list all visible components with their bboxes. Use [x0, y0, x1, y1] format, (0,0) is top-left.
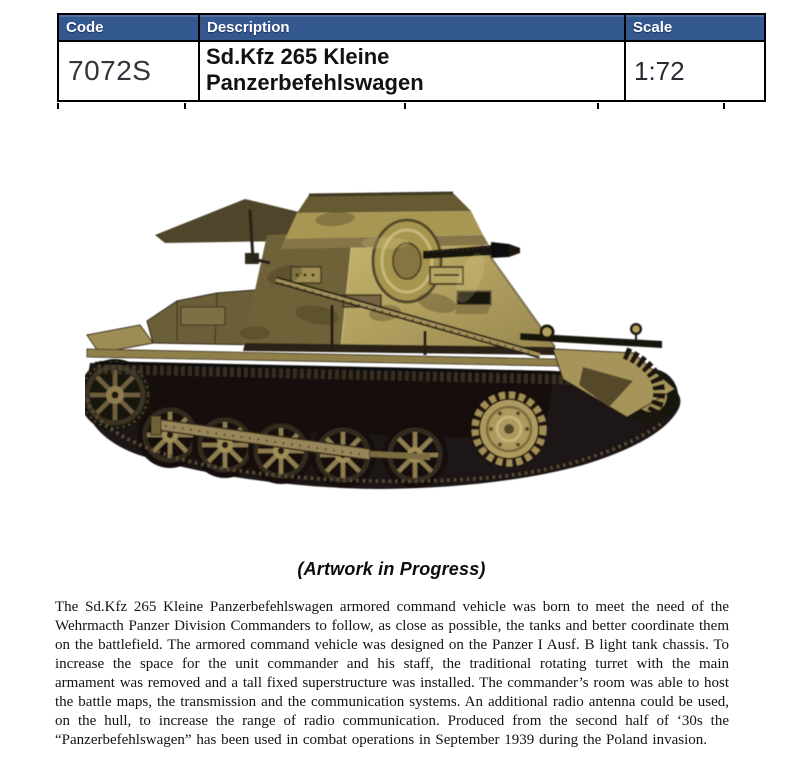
product-table — [57, 13, 766, 102]
product-scale: 1:72 — [634, 55, 685, 86]
product-description-cell — [199, 41, 625, 101]
tank-artwork — [85, 183, 695, 538]
product-description: Sd.Kfz 265 Kleine Panzerbefehlswagen — [206, 44, 424, 95]
product-code-cell — [58, 41, 199, 101]
table-border-tick — [57, 103, 59, 109]
table-border-tick — [184, 103, 186, 109]
product-row — [58, 41, 765, 101]
table-border-tick — [597, 103, 599, 109]
product-code: 7072S — [68, 55, 152, 86]
artwork-status-caption: (Artwork in Progress) — [297, 559, 486, 579]
table-header-row — [58, 14, 765, 41]
column-header-code: Code — [58, 14, 199, 41]
column-header-description: Description — [199, 14, 625, 41]
product-scale-cell — [625, 41, 765, 101]
product-description-paragraph: The Sd.Kfz 265 Kleine Panzerbefehlswagen armored command vehicle was born to meet the need of the Wehrmacth Panzer Division Commanders to follow, as close as possible, the tanks and better coordinate them on the battlefield. The armored command vehicle was designed on the Panzer I Ausf. B light tank chassis. To increase the space for the unit commander and his staff, the traditional rotating turret with the main armament was removed and a tall fixed superstructure was installed. The commander’s room was able to host the battle maps, the transmission and the communication systems. An additional radio antenna could be used, on the hull, to increase the range of radio communication. Produced from the second half of ‘30s the “Panzerbefehlswagen” has been used in combat operations in September 1939 during the Poland invasion. — [55, 599, 730, 748]
table-border-tick — [723, 103, 725, 109]
tank-artwork-image — [85, 183, 695, 538]
table-border-tick — [404, 103, 406, 109]
column-header-scale: Scale — [625, 14, 765, 41]
